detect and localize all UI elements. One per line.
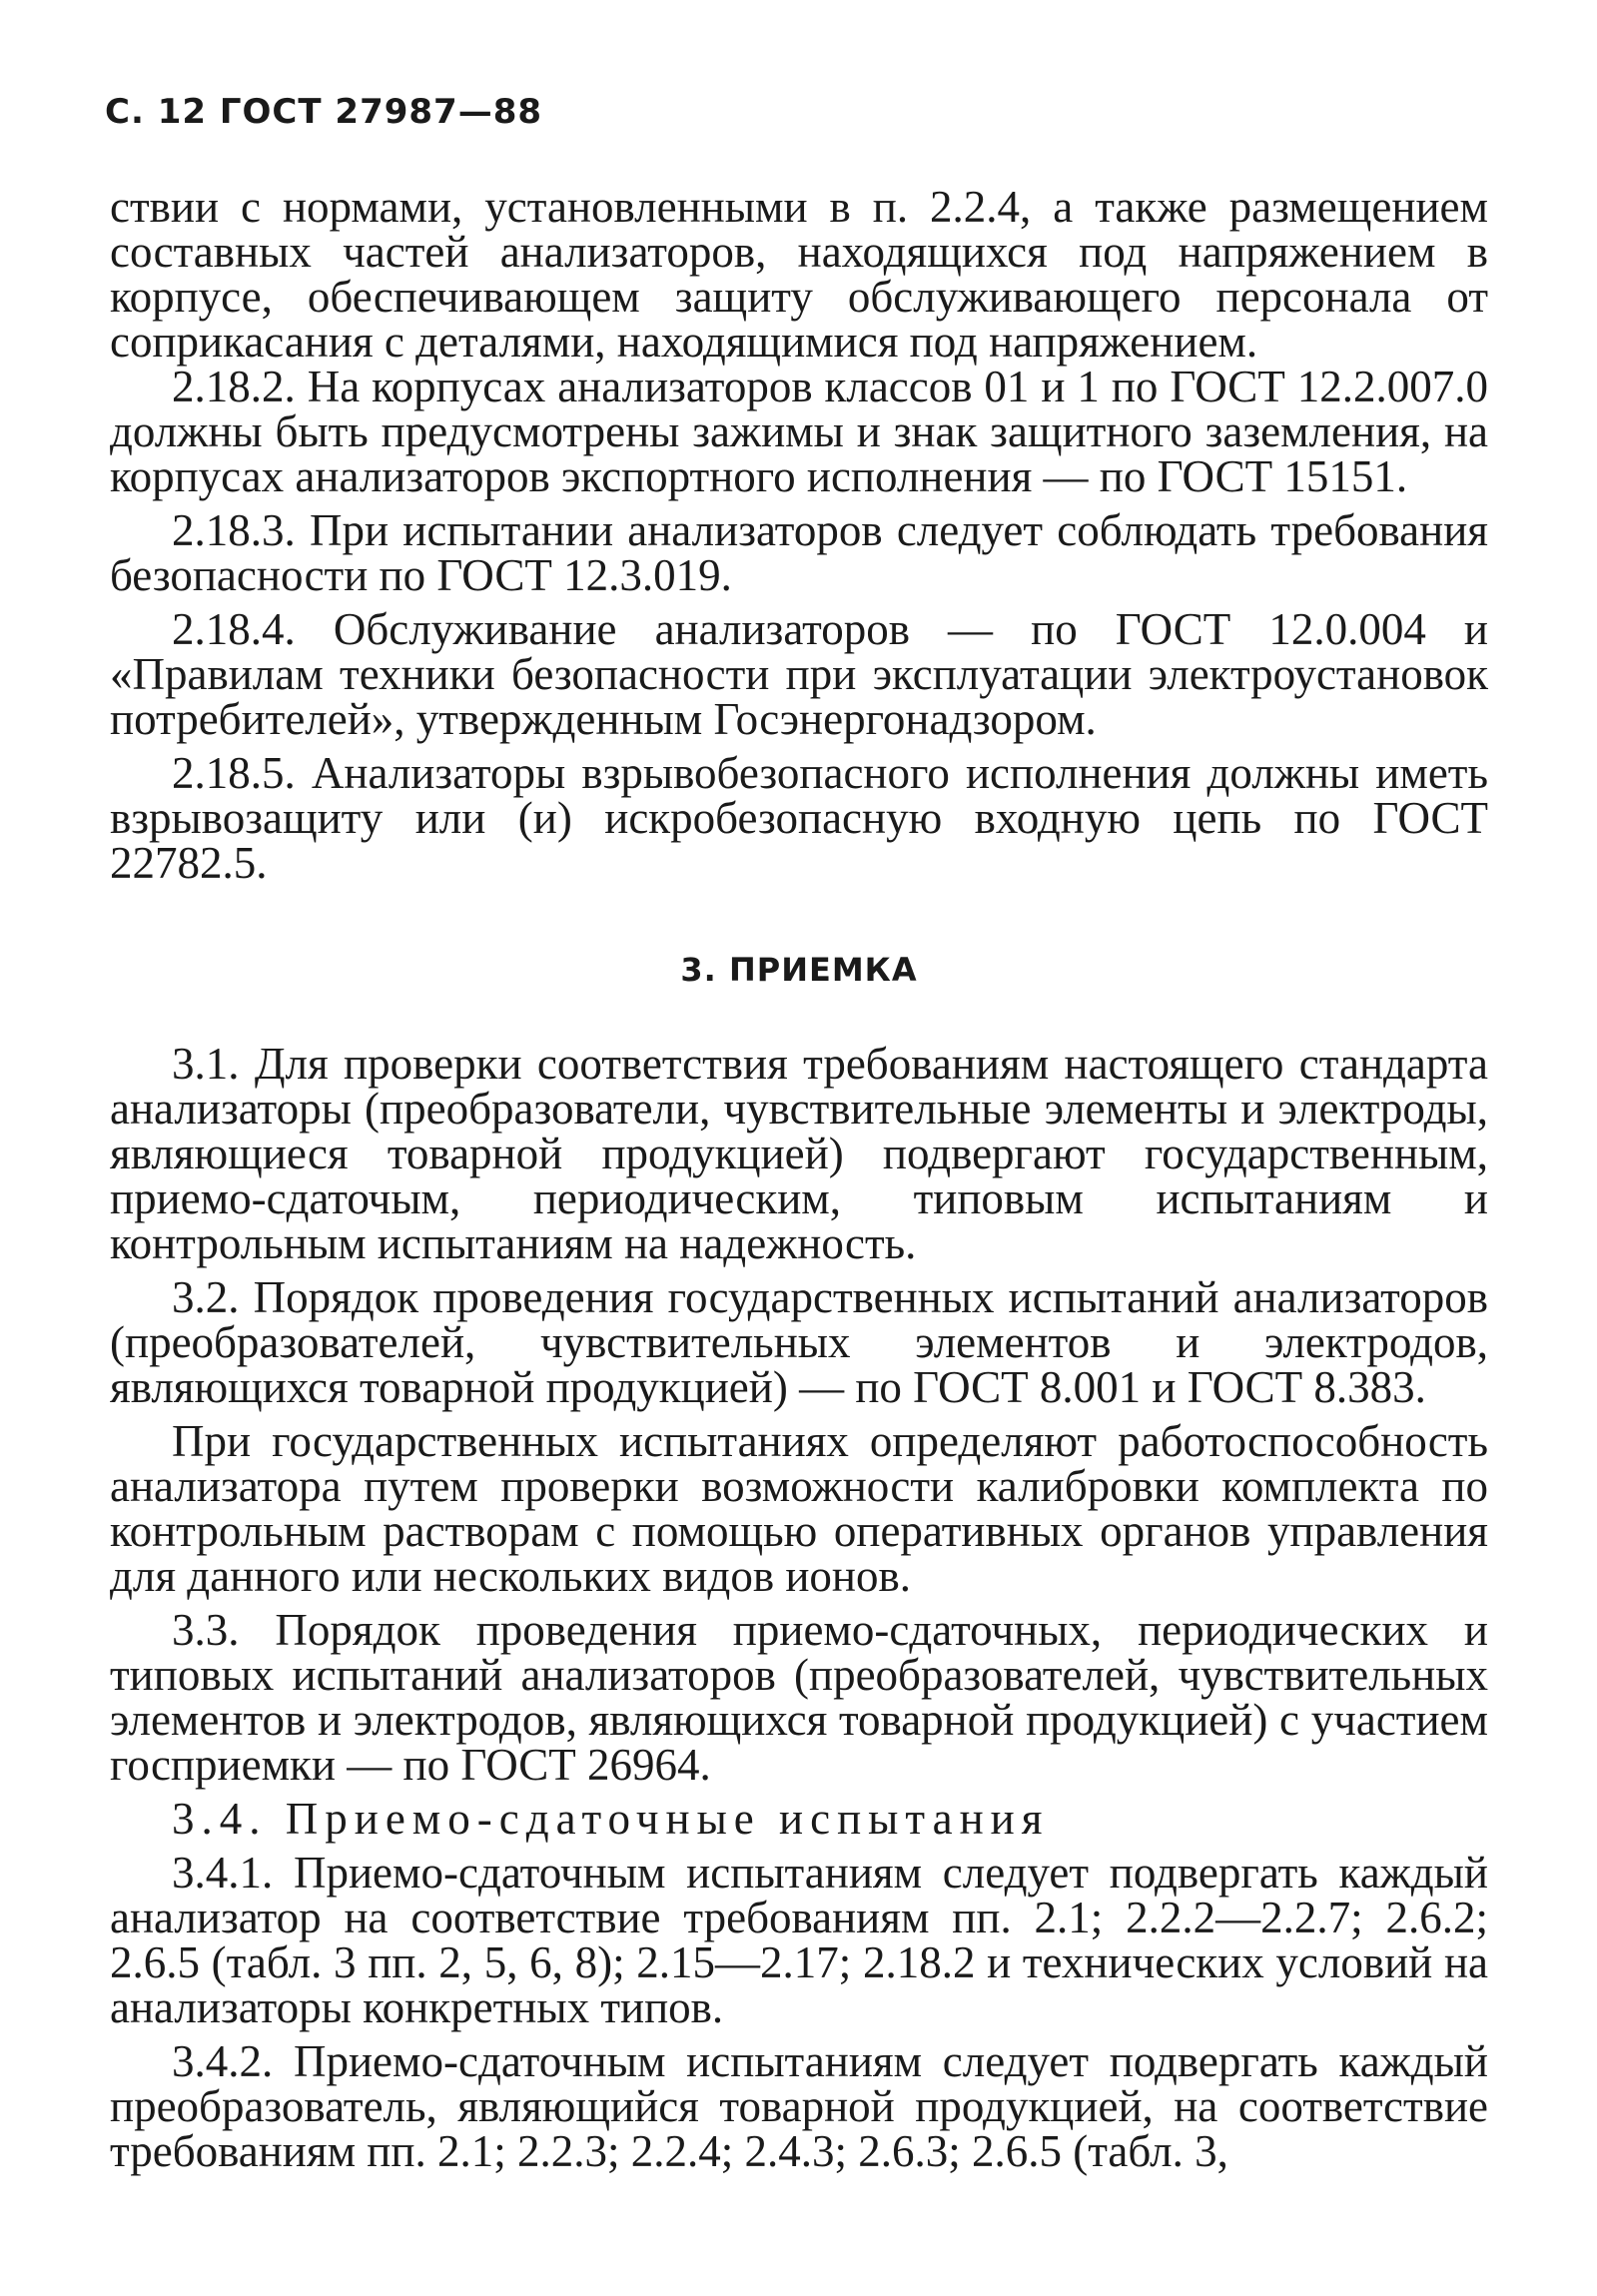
paragraph-3-4-1: 3.4.1. Приемо-сдаточным испытаниям следует подвергать каждый анализатор на соответствие требованиям пп. 2.1; 2.2.2—2.2.7; 2.6.2; 2.6.5 (табл. 3 пп. 2, 5, 6, 8); 2.15—2.17; 2.18.2 и технических условий на анализаторы конкретных типов. [110,1848,1488,2032]
paragraph-3-2: 3.2. Порядок проведения государственных испытаний анализаторов (преобразователей, чувствительных элементов и электродов, являющихся товарной продукцией) — по ГОСТ 8.001 и ГОСТ 8.383. [110,1272,1488,1412]
subsection-title-3-4: 3.4. Приемо-сдаточные испытания [172,1794,1050,1844]
paragraph-2-18-2: 2.18.2. На корпусах анализаторов классов 01 и 1 по ГОСТ 12.2.007.0 должны быть предусмотрены зажимы и знак защитного заземления, на корпусах анализаторов экспортного исполнения — по ГОСТ 15151. [110,362,1488,501]
document-body [110,182,1488,2176]
paragraph-state-tests: При государственных испытаниях определяют работоспособность анализатора путем проверки возможности калибровки комплекта по контрольным растворам с помощью оперативных органов управления для данного или нескольких видов ионов. [110,1416,1488,1601]
paragraph-2-18-5: 2.18.5. Анализаторы взрывобезопасного исполнения должны иметь взрывозащиту или (и) искробезопасную входную цепь по ГОСТ 22782.5. [110,748,1488,888]
paragraph-3-1: 3.1. Для проверки соответствия требованиям настоящего стандарта анализаторы (преобразователи, чувствительные элементы и электроды, являющиеся товарной продукцией) подвергают государственным, приемо-сдаточым, периодическим, типовым испытаниям и контрольным испытаниям на надежность. [110,1039,1488,1268]
paragraph-2-18-4: 2.18.4. Обслуживание анализаторов — по ГОСТ 12.0.004 и «Правилам техники безопасности при эксплуатации электроустановок потребителей», утвержденным Госэнергонадзором. [110,604,1488,744]
paragraph-2-18-3: 2.18.3. При испытании анализаторов следует соблюдать требования безопасности по ГОСТ 12.3.019. [110,505,1488,600]
page-header: С. 12 ГОСТ 27987—88 [105,92,543,132]
paragraph-continuation: ствии с нормами, установленными в п. 2.2.4, а также размещением составных частей анализаторов, находящихся под напряжением в корпусе, обеспечивающем защиту обслуживающего персонала от соприкасания с деталями, находящимися под напряжением. [110,182,1488,367]
section-title: 3. ПРИЕМКА [680,951,918,989]
paragraph-3-4-2: 3.4.2. Приемо-сдаточным испытаниям следует подвергать каждый преобразователь, являющийся товарной продукцией, на соответствие требованиям пп. 2.1; 2.2.3; 2.2.4; 2.4.3; 2.6.3; 2.6.5 (табл. 3, [110,2036,1488,2176]
paragraph-3-3: 3.3. Порядок проведения приемо-сдаточных, периодических и типовых испытаний анализаторов (преобразователей, чувствительных элементов и электродов, являющихся товарной продукцией) с участием госприемки — по ГОСТ 26964. [110,1605,1488,1790]
